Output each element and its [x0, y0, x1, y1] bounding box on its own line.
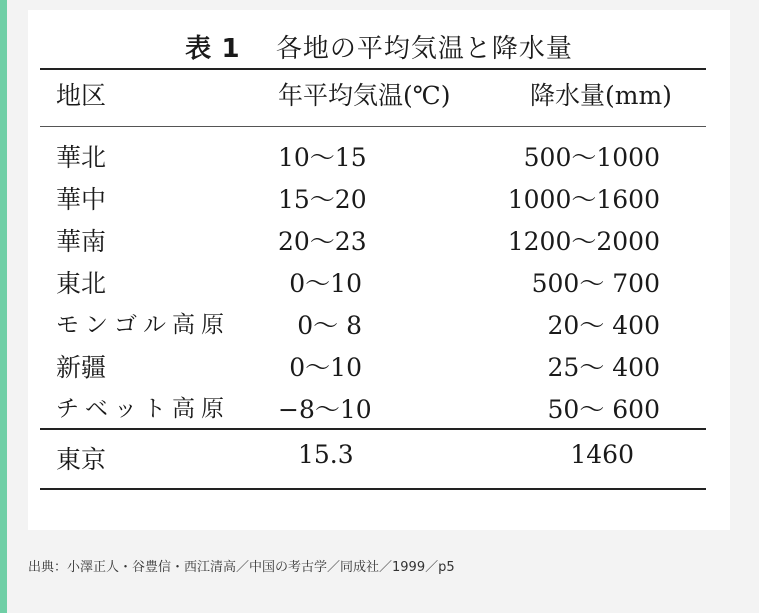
source-caption: 出典：小澤正人・谷豊信・西江清高／中国の考古学／同成社／1999／p5	[28, 560, 455, 575]
table-title-prefix: 表	[185, 34, 213, 64]
row-temp: 10〜15	[278, 143, 367, 172]
row-region: 華北	[56, 143, 107, 172]
row-region: 華中	[56, 185, 107, 214]
row-rain: 500〜 700	[531, 269, 660, 298]
row-rain: 25〜 400	[547, 353, 660, 382]
tokyo-rain: 1460	[570, 440, 634, 469]
row-temp: 0〜 8	[297, 311, 362, 340]
row-temp: 0〜10	[289, 269, 362, 298]
row-region: チベット高原	[56, 396, 230, 422]
row-temp: 0〜10	[289, 353, 362, 382]
header-rule	[40, 126, 706, 127]
row-region: 華南	[56, 227, 107, 256]
row-rain: 20〜 400	[547, 311, 660, 340]
table-title	[28, 28, 730, 65]
row-region: 新疆	[56, 353, 107, 382]
table-title-number: 1	[221, 34, 241, 64]
row-rain: 50〜 600	[547, 395, 660, 424]
header-region: 地区	[56, 81, 107, 110]
row-rain: 1000〜1600	[507, 185, 660, 214]
row-region: 東北	[56, 269, 107, 298]
row-temp: 20〜23	[278, 227, 367, 256]
table-title-text: 各地の平均気温と降水量	[275, 34, 573, 64]
row-rain: 500〜1000	[523, 143, 660, 172]
bottom-rule	[40, 488, 706, 490]
header-rain: 降水量(mm)	[530, 81, 672, 110]
mid-rule	[40, 428, 706, 430]
row-temp: 15〜20	[278, 185, 367, 214]
top-rule	[40, 68, 706, 70]
accent-bar	[0, 0, 7, 613]
row-region: モンゴル高原	[56, 312, 230, 338]
row-temp: −8〜10	[278, 395, 372, 424]
header-temp: 年平均気温(℃)	[278, 81, 451, 110]
table-card	[28, 10, 730, 530]
tokyo-temp: 15.3	[298, 440, 354, 469]
tokyo-region: 東京	[56, 445, 107, 474]
row-rain: 1200〜2000	[507, 227, 660, 256]
